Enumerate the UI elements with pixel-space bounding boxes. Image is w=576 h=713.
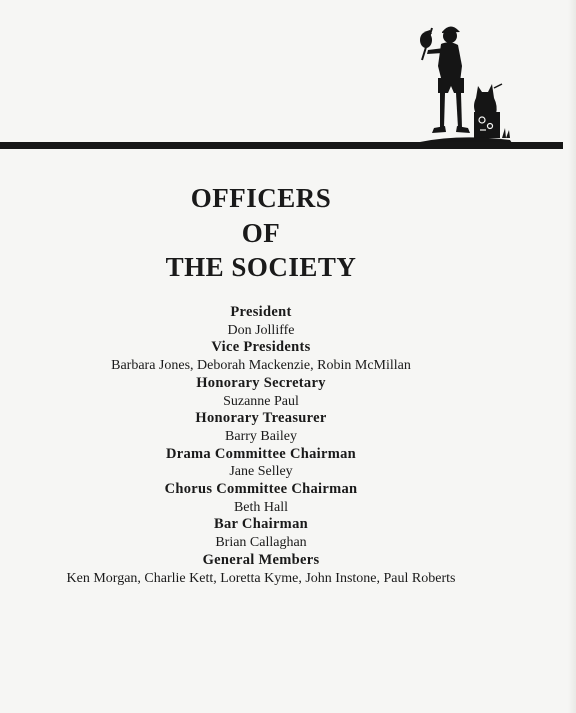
role-heading: Honorary Treasurer <box>195 410 327 427</box>
role-heading: Vice Presidents <box>211 339 311 356</box>
officers-list <box>0 304 522 587</box>
role-names: Suzanne Paul <box>223 393 299 409</box>
role-names: Ken Morgan, Charlie Kett, Loretta Kyme, John Instone, Paul Roberts <box>66 570 456 586</box>
role-heading: President <box>230 304 292 320</box>
role-names: Beth Hall <box>233 499 289 515</box>
role-names: Barry Bailey <box>225 428 297 444</box>
role-heading: Honorary Secretary <box>196 374 326 391</box>
boy-with-bindle-and-cat-silhouette-icon <box>410 18 520 146</box>
title-line-2: OF <box>241 217 281 248</box>
role-names: Brian Callaghan <box>215 535 307 551</box>
role-heading: Drama Committee Chairman <box>165 445 356 462</box>
role-heading: General Members <box>202 551 320 568</box>
title-line-3: THE SOCIETY <box>165 252 357 282</box>
page-edge-shadow <box>568 0 576 713</box>
role-names: Jane Selley <box>229 464 293 480</box>
role-heading: Chorus Committee Chairman <box>164 480 358 497</box>
role-heading: Bar Chairman <box>214 516 308 533</box>
role-names: Barbara Jones, Deborah Mackenzie, Robin McMillan <box>111 358 411 374</box>
page-title <box>0 181 522 285</box>
header-divider-bar <box>0 142 563 149</box>
title-line-1: OFFICERS <box>190 183 332 213</box>
role-names: Don Jolliffe <box>227 322 295 338</box>
